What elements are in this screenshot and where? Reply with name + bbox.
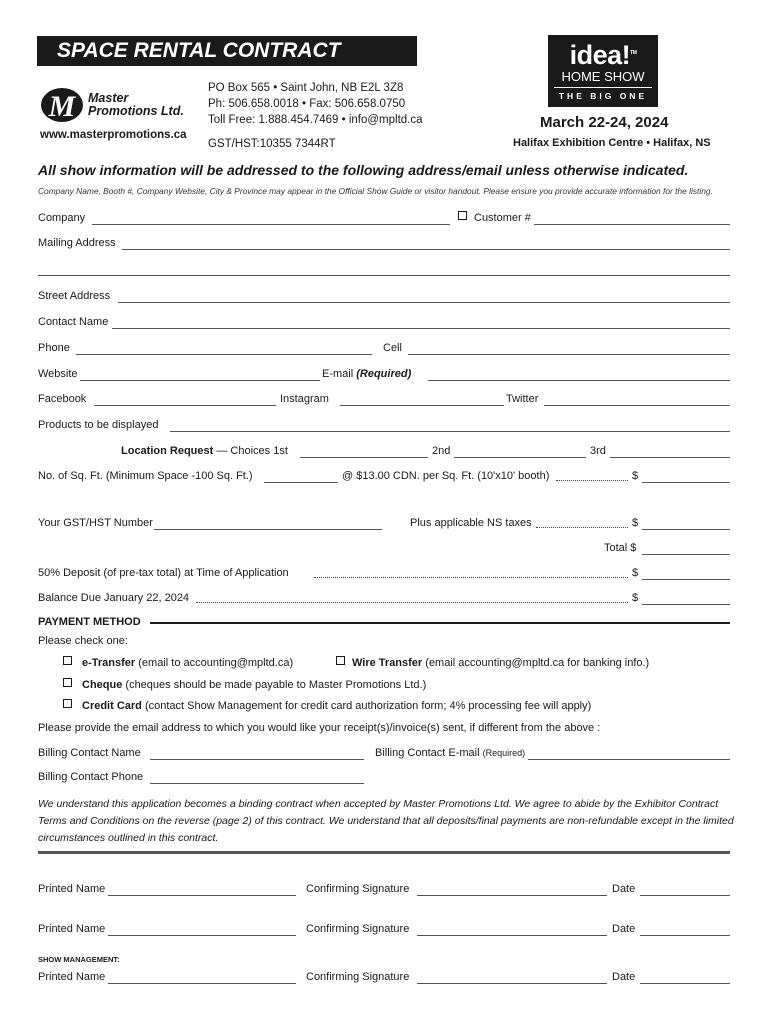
billing-email-required: (Required) (482, 748, 526, 758)
rate-dollar: $ (632, 470, 639, 482)
rate-amount-field[interactable] (642, 482, 730, 483)
taxes-leader (536, 527, 628, 528)
rate-label: @ $13.00 CDN. per Sq. Ft. (10'x10' booth) (342, 470, 550, 482)
date-label-3: Date (612, 971, 636, 983)
rate-leader (556, 480, 628, 481)
email-field[interactable] (428, 380, 730, 381)
show-dates: March 22-24, 2024 (540, 114, 669, 131)
printed-name-field-1[interactable] (108, 895, 296, 896)
signature-field-2[interactable] (417, 935, 607, 936)
payment-instruction: Please check one: (38, 635, 128, 647)
mailing-address-field[interactable] (122, 249, 730, 250)
twitter-field[interactable] (544, 405, 730, 406)
instagram-field[interactable] (340, 405, 504, 406)
email-required: (Required) (356, 368, 412, 380)
company-website: www.masterpromotions.ca (40, 129, 187, 141)
date-label-1: Date (612, 883, 636, 895)
date-field-1[interactable] (640, 895, 730, 896)
deposit-label: 50% Deposit (of pre-tax total) at Time of Application (38, 567, 289, 579)
location-choice-2-field[interactable] (454, 457, 586, 458)
signature-label-3: Confirming Signature (306, 971, 410, 983)
logo-tm: TM (630, 50, 637, 56)
customer-checkbox[interactable] (458, 211, 467, 220)
products-field[interactable] (170, 431, 730, 432)
street-label: Street Address (38, 290, 111, 302)
billing-email-field[interactable] (528, 759, 730, 760)
signature-label-2: Confirming Signature (306, 923, 410, 935)
street-address-field[interactable] (118, 302, 730, 303)
phone-fax-line: Ph: 506.658.0018 • Fax: 506.658.0750 (208, 98, 406, 110)
contact-name-field[interactable] (112, 328, 730, 329)
printed-name-label-3: Printed Name (38, 971, 106, 983)
products-label: Products to be displayed (38, 419, 159, 431)
phone-field[interactable] (76, 354, 372, 355)
mailing-address-field-2[interactable] (38, 275, 730, 276)
facebook-label: Facebook (38, 393, 87, 405)
notice-heading: All show information will be addressed to the following address/email unless otherwise indicated. (38, 162, 689, 178)
idea-home-show-logo (548, 35, 658, 107)
balance-amount-field[interactable] (642, 604, 730, 605)
deposit-amount-field[interactable] (642, 579, 730, 580)
etransfer-checkbox[interactable] (63, 656, 72, 665)
wire-transfer-checkbox[interactable] (336, 656, 345, 665)
taxes-label: Plus applicable NS taxes (410, 517, 532, 529)
location-request (121, 445, 288, 457)
payment-divider (150, 622, 730, 624)
sqft-label: No. of Sq. Ft. (Minimum Space -100 Sq. Ft.) (38, 470, 253, 482)
agreement-text: We understand this application becomes a binding contract when accepted by Master Promotions Ltd. We agree to abide by the Exhibitor Contract Terms and Conditions on the reverse (page 2) of this contract. We understand that all deposits/final payments are non-refundable except in the limited circumstances outlined in this contract. (38, 798, 734, 844)
signature-label-1: Confirming Signature (306, 883, 410, 895)
phone-label: Phone (38, 342, 70, 354)
website-label: Website (38, 368, 78, 380)
payment-heading: PAYMENT METHOD (38, 616, 141, 628)
wire-label: Wire Transfer (352, 657, 423, 669)
etransfer-note: (email to accounting@mpltd.ca) (138, 657, 294, 669)
taxes-dollar: $ (632, 517, 639, 529)
billing-phone-label: Billing Contact Phone (38, 771, 144, 783)
deposit-dollar: $ (632, 567, 639, 579)
logo-word-text: idea! (569, 40, 631, 70)
cheque-option (82, 679, 426, 691)
etransfer-label: e-Transfer (82, 657, 136, 669)
facebook-field[interactable] (94, 405, 276, 406)
listing-note: Company Name, Booth #, Company Website, City & Province may appear in the Official Show Guide or visitor handout. Please ensure you provide accurate information for the listing. (38, 186, 713, 196)
deposit-leader (314, 577, 628, 578)
signature-field-3[interactable] (417, 983, 607, 984)
credit-card-option (82, 700, 591, 712)
cheque-note: (cheques should be made payable to Master Promotions Ltd.) (125, 679, 427, 691)
cheque-checkbox[interactable] (63, 678, 72, 687)
email-label-text: E-mail (322, 368, 354, 380)
date-label-2: Date (612, 923, 636, 935)
credit-label: Credit Card (82, 700, 142, 712)
email-label (322, 368, 411, 380)
logo-line-2: Promotions Ltd. (88, 104, 184, 118)
tollfree-line: Toll Free: 1.888.454.7469 • info@mpltd.ca (208, 114, 423, 126)
instagram-label: Instagram (280, 393, 329, 405)
mailing-label: Mailing Address (38, 237, 116, 249)
credit-note: (contact Show Management for credit card authorization form; 4% processing fee will apply) (144, 700, 592, 712)
logo-sub: HOME SHOW (561, 69, 645, 84)
website-field[interactable] (80, 380, 320, 381)
gst-number-field[interactable] (154, 529, 382, 530)
logo-word (548, 38, 658, 70)
balance-label: Balance Due January 22, 2024 (38, 592, 190, 604)
billing-instruction: Please provide the email address to which you would like your receipt(s)/invoice(s) sent, if different from the above : (38, 722, 601, 734)
logo-tag: THE BIG ONE (554, 87, 652, 102)
sqft-field[interactable] (264, 482, 338, 483)
cell-field[interactable] (408, 354, 730, 355)
billing-phone-field[interactable] (150, 783, 364, 784)
company-field[interactable] (92, 224, 450, 225)
billing-name-label: Billing Contact Name (38, 747, 141, 759)
show-venue: Halifax Exhibition Centre • Halifax, NS (513, 137, 711, 149)
company-address (208, 80, 423, 128)
billing-email-label (375, 747, 525, 759)
printed-name-label-2: Printed Name (38, 923, 106, 935)
contact-label: Contact Name (38, 316, 109, 328)
billing-email-text: Billing Contact E-mail (375, 747, 480, 759)
location-choice-3-field[interactable] (610, 457, 730, 458)
printed-name-field-2[interactable] (108, 935, 296, 936)
company-label: Company (38, 212, 86, 224)
location-choice-1-label: — Choices 1st (216, 445, 288, 457)
etransfer-option (82, 657, 293, 669)
wire-note: (email accounting@mpltd.ca for banking info.) (425, 657, 650, 669)
logo-line-1: Master (88, 91, 129, 105)
taxes-amount-field[interactable] (642, 529, 730, 530)
cheque-label: Cheque (82, 679, 123, 691)
gst-number: GST/HST:10355 7344RT (208, 138, 336, 150)
location-choice-3-label: 3rd (590, 445, 606, 457)
agreement-divider (38, 851, 730, 854)
address-line: PO Box 565 • Saint John, NB E2L 3Z8 (208, 82, 404, 94)
gst-number-label: Your GST/HST Number (38, 517, 153, 529)
date-field-2[interactable] (640, 935, 730, 936)
master-promotions-logo-icon (40, 86, 84, 124)
printed-name-label-1: Printed Name (38, 883, 106, 895)
wire-transfer-option (352, 657, 649, 669)
customer-number-field[interactable] (534, 224, 730, 225)
location-choice-2-label: 2nd (432, 445, 451, 457)
page-title: SPACE RENTAL CONTRACT (37, 36, 417, 66)
location-label: Location Request (121, 445, 214, 457)
twitter-label: Twitter (506, 393, 539, 405)
total-label: Total $ (604, 542, 637, 554)
customer-label: Customer # (474, 212, 531, 224)
total-amount-field[interactable] (642, 554, 730, 555)
signature-field-1[interactable] (417, 895, 607, 896)
billing-name-field[interactable] (150, 759, 364, 760)
date-field-3[interactable] (640, 983, 730, 984)
location-choice-1-field[interactable] (300, 457, 428, 458)
svg-text:M: M (48, 90, 76, 123)
printed-name-field-3[interactable] (108, 983, 296, 984)
balance-leader (196, 602, 628, 603)
cell-label: Cell (383, 342, 402, 354)
company-logo-text (88, 92, 184, 118)
credit-card-checkbox[interactable] (63, 699, 72, 708)
show-management-label: SHOW MANAGEMENT: (38, 955, 120, 964)
balance-dollar: $ (632, 592, 639, 604)
